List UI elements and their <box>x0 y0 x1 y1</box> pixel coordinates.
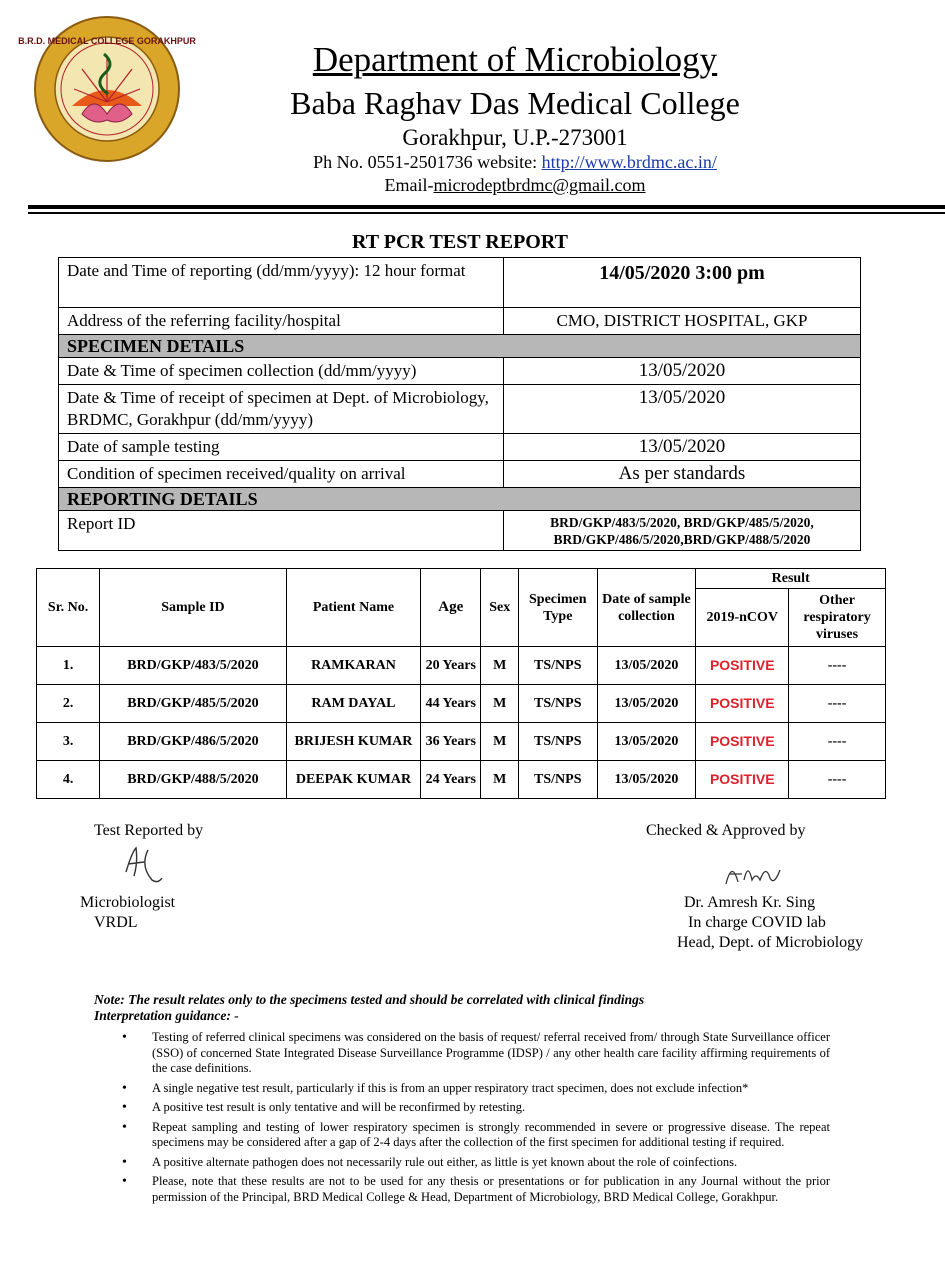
row-sample-id: BRD/GKP/486/5/2020 <box>100 723 287 761</box>
report-title: RT PCR TEST REPORT <box>352 231 568 253</box>
row-age: 24 Years <box>421 761 481 799</box>
row-ncov-result: POSITIVE <box>696 647 789 685</box>
row-sample-id: BRD/GKP/483/5/2020 <box>100 647 287 685</box>
reporter-signature <box>118 842 178 893</box>
website-link[interactable]: http://www.brdmc.ac.in/ <box>541 152 717 172</box>
row-age: 20 Years <box>421 647 481 685</box>
row-other: ---- <box>789 685 886 723</box>
row-patient: BRIJESH KUMAR <box>286 723 421 761</box>
approved-by-label: Checked & Approved by <box>646 822 806 839</box>
college-address: Gorakhpur, U.P.-273001 <box>402 125 628 150</box>
col-sr: Sr. No. <box>37 569 100 647</box>
reporting-label: Date and Time of reporting (dd/mm/yyyy): 12 hour format <box>59 258 504 308</box>
notes-block <box>94 992 834 1024</box>
specimen-section-heading: SPECIMEN DETAILS <box>59 335 861 358</box>
approver-department: Head, Dept. of Microbiology <box>677 934 864 951</box>
col-sex: Sex <box>481 569 519 647</box>
email-link[interactable]: microdeptbrdmc@gmail.com <box>433 175 646 195</box>
college-logo <box>18 14 196 164</box>
email-line <box>170 175 860 196</box>
col-patient: Patient Name <box>286 569 421 647</box>
row-ncov-result: POSITIVE <box>696 723 789 761</box>
table-row <box>37 723 886 761</box>
approver-title: In charge COVID lab <box>688 914 826 931</box>
table-row <box>37 685 886 723</box>
row-other: ---- <box>789 647 886 685</box>
row-date: 13/05/2020 <box>597 685 696 723</box>
col-ncov: 2019-nCOV <box>696 589 789 647</box>
row-date: 13/05/2020 <box>597 647 696 685</box>
college-name: Baba Raghav Das Medical College <box>290 85 740 121</box>
col-result: Result <box>696 569 886 589</box>
row-specimen: TS/NPS <box>519 761 597 799</box>
row-sample-id: BRD/GKP/488/5/2020 <box>100 761 287 799</box>
receipt-value: 13/05/2020 <box>504 385 861 434</box>
table-row <box>37 761 886 799</box>
approver-name: Dr. Amresh Kr. Sing <box>684 894 816 911</box>
reporting-section-heading: REPORTING DETAILS <box>59 488 861 511</box>
guidance-list <box>108 1030 830 1209</box>
list-item: • A positive test result is only tentative and will be reconfirmed by retesting. <box>108 1100 830 1116</box>
row-patient: DEEPAK KUMAR <box>286 761 421 799</box>
testing-value: 13/05/2020 <box>504 434 861 461</box>
receipt-label: Date & Time of receipt of specimen at Dept. of Microbiology, BRDMC, Gorakhpur (dd/mm/yyyy) <box>59 385 504 434</box>
row-sr: 1. <box>37 647 100 685</box>
reporting-value: 14/05/2020 3:00 pm <box>504 258 861 308</box>
row-patient: RAM DAYAL <box>286 685 421 723</box>
list-item: • Testing of referred clinical specimens was considered on the basis of request/ referral received from/ through State Surveillance officer (SSO) of concerned State Integrated Disease Surveillance Programme (IDSP) / any other health care facility affirming requirements of the case definitions. <box>108 1030 830 1077</box>
phone-text: Ph No. 0551-2501736 website: <box>313 152 542 172</box>
row-patient: RAMKARAN <box>286 647 421 685</box>
report-id-label: Report ID <box>59 511 504 551</box>
testing-label: Date of sample testing <box>59 434 504 461</box>
row-ncov-result: POSITIVE <box>696 761 789 799</box>
list-item: • A single negative test result, particularly if this is from an upper respiratory tract specimen, does not exclude infection* <box>108 1081 830 1097</box>
row-sex: M <box>481 647 519 685</box>
note-text: Note: The result relates only to the specimens tested and should be correlated with clinical findings <box>94 992 645 1007</box>
reporter-title: Microbiologist <box>80 894 176 911</box>
col-sample-id: Sample ID <box>100 569 287 647</box>
row-sex: M <box>481 685 519 723</box>
row-ncov-result: POSITIVE <box>696 685 789 723</box>
contact-line <box>170 152 860 173</box>
details-table <box>58 257 861 551</box>
address-value: CMO, DISTRICT HOSPITAL, GKP <box>504 308 861 335</box>
row-age: 44 Years <box>421 685 481 723</box>
row-sample-id: BRD/GKP/485/5/2020 <box>100 685 287 723</box>
col-date: Date of sample collection <box>597 569 696 647</box>
row-specimen: TS/NPS <box>519 685 597 723</box>
email-prefix: Email- <box>384 175 434 195</box>
row-specimen: TS/NPS <box>519 723 597 761</box>
results-table <box>36 568 886 799</box>
row-other: ---- <box>789 761 886 799</box>
list-item: • Repeat sampling and testing of lower respiratory specimen is strongly recommended in severe or progressive disease. The repeat specimens may be considered after a gap of 2-4 days after the collection of the first specimen for additional testing if required. <box>108 1120 830 1151</box>
col-age: Age <box>421 569 481 647</box>
collection-label: Date & Time of specimen collection (dd/mm/yyyy) <box>59 358 504 385</box>
row-sr: 2. <box>37 685 100 723</box>
col-specimen: Specimen Type <box>519 569 597 647</box>
row-sex: M <box>481 761 519 799</box>
report-id-value: BRD/GKP/483/5/2020, BRD/GKP/485/5/2020, BRD/GKP/486/5/2020,BRD/GKP/488/5/2020 <box>504 511 861 551</box>
logo-text: B.R.D. MEDICAL COLLEGE GORAKHPUR <box>18 36 196 46</box>
row-sr: 4. <box>37 761 100 799</box>
collection-value: 13/05/2020 <box>504 358 861 385</box>
condition-value: As per standards <box>504 461 861 488</box>
header-rule-thin <box>28 212 945 214</box>
approver-signature <box>720 852 790 897</box>
address-label: Address of the referring facility/hospital <box>59 308 504 335</box>
header-rule <box>28 205 945 209</box>
list-item: • A positive alternate pathogen does not necessarily rule out either, as little is yet known about the role of coinfections. <box>108 1155 830 1171</box>
list-item: • Please, note that these results are not to be used for any thesis or presentations or for publication in any Journal without the prior permission of the Principal, BRD Medical College & Head, Department of Microbiology, BRD Medical College, Gorakhpur. <box>108 1174 830 1205</box>
reported-by-label: Test Reported by <box>94 822 204 839</box>
department-title: Department of Microbiology <box>312 40 718 79</box>
row-specimen: TS/NPS <box>519 647 597 685</box>
table-row <box>37 647 886 685</box>
row-other: ---- <box>789 723 886 761</box>
row-sr: 3. <box>37 723 100 761</box>
row-date: 13/05/2020 <box>597 723 696 761</box>
reporter-lab: VRDL <box>94 914 138 931</box>
row-sex: M <box>481 723 519 761</box>
guidance-heading: Interpretation guidance: - <box>94 1008 239 1023</box>
col-other: Other respiratory viruses <box>789 589 886 647</box>
row-age: 36 Years <box>421 723 481 761</box>
row-date: 13/05/2020 <box>597 761 696 799</box>
condition-label: Condition of specimen received/quality on arrival <box>59 461 504 488</box>
